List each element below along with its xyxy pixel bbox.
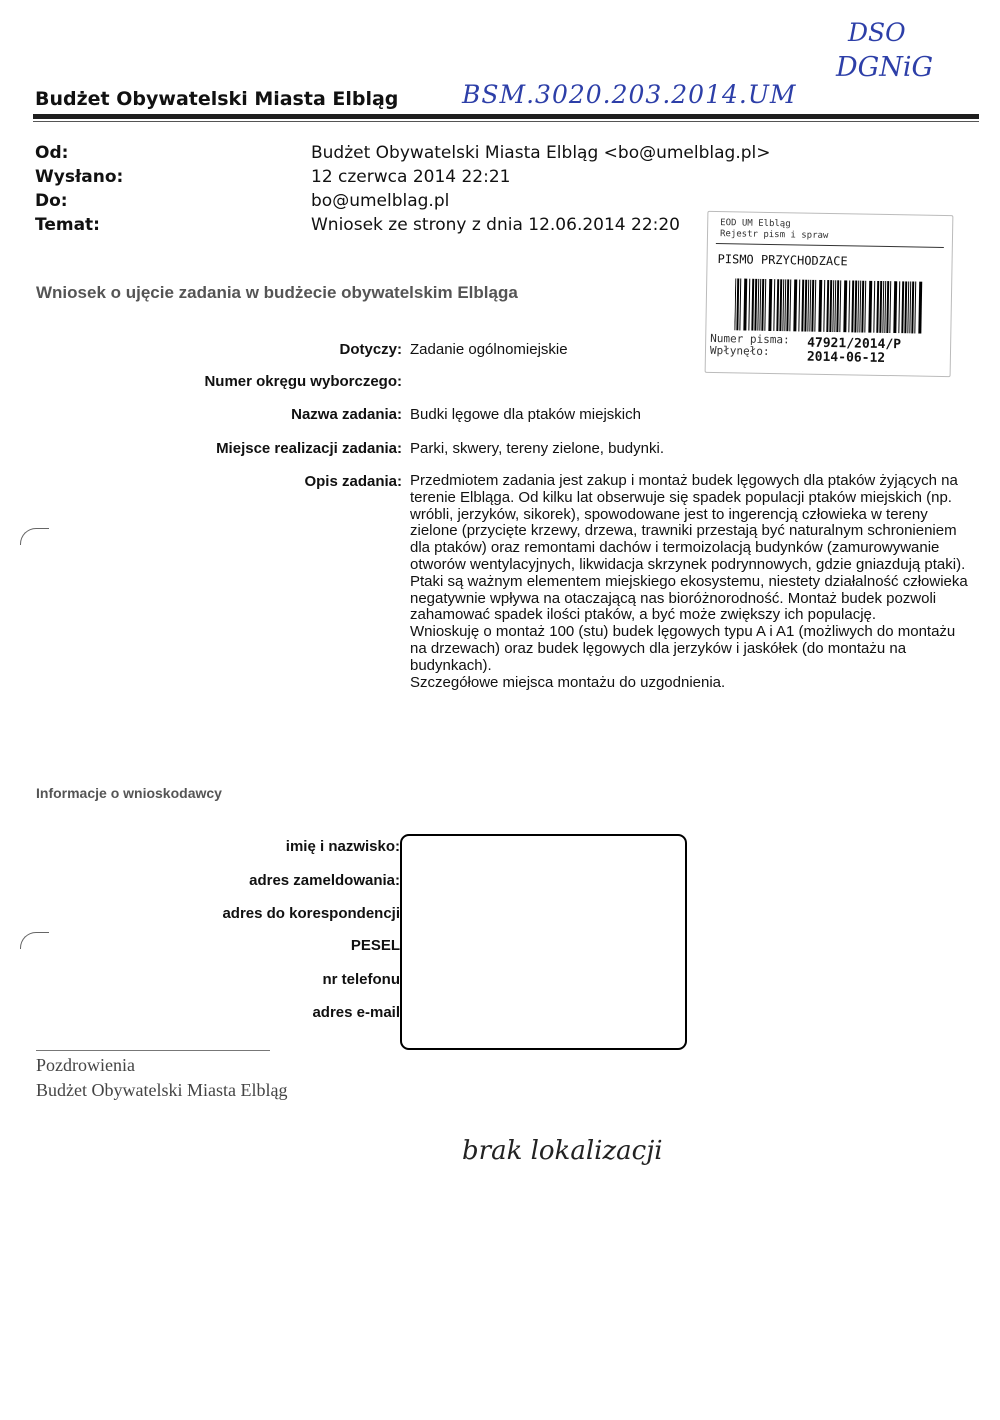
- from-value: Budżet Obywatelski Miasta Elbląg <bo@umelblag.pl>: [311, 143, 771, 163]
- description-paragraph: Szczegółowe miejsca montażu do uzgodnienia.: [410, 673, 726, 691]
- description-paragraph: Ptaki są ważnym elementem miejskiego ekosystemu, niestety działalność człowieka negatywnie wpływa na otaczającą nas bioróżnorodność. Montaż budek pozwoli zahamować spadek ilości ptaków, a być może zwiększy ich populację.: [410, 572, 968, 624]
- to-value: bo@umelblag.pl: [311, 191, 450, 211]
- header-divider: [33, 114, 979, 119]
- applicant-phone-label: nr telefonu: [322, 971, 400, 988]
- stamp-register: Rejestr pism i spraw: [719, 229, 829, 241]
- handwritten-corner-note: DGNiG: [836, 52, 934, 83]
- description-text: [410, 473, 970, 691]
- applicant-correspondence-label: adres do korespondencji: [222, 905, 400, 922]
- concerns-value: Zadanie ogólnomiejskie: [410, 341, 568, 358]
- description-paragraph: Przedmiotem zadania jest zakup i montaż budek lęgowych dla ptaków żyjących na terenie Elbląga. Od kilku lat obserwuje się spadek populacji ptaków miejskich (np. wróbli, jerzyków, sikorek), spowodowane jest to ingerencją człowieka w tereny zielone (przycięte krzewy, drzewa, trawniki przestają być naturalnym schronieniem dla ptaków) oraz remontami dachów i termoizolacją budynków (zamurowywanie otworów wentylacyjnych, likwidacja skrzynek podrynnowych, gdzie gniazdują ptaki).: [410, 472, 966, 573]
- task-name-label: Nazwa zadania:: [291, 406, 402, 423]
- district-label: Numer okręgu wyborczego:: [204, 373, 402, 390]
- stamp-received-label: Wpłynęło:: [709, 343, 770, 358]
- stamp-number-label: Numer pisma:: [710, 331, 790, 347]
- header-divider: [33, 121, 979, 122]
- applicant-address-label: adres zameldowania:: [249, 872, 400, 889]
- applicant-email-label: adres e-mail: [312, 1004, 400, 1021]
- closing-sender: Budżet Obywatelski Miasta Elbląg: [36, 1080, 288, 1100]
- subject-label: Temat:: [35, 215, 100, 235]
- punch-hole-mark: [20, 932, 49, 949]
- stamp-divider: [716, 243, 944, 248]
- sent-label: Wysłano:: [35, 167, 124, 187]
- concerns-label: Dotyczy:: [339, 341, 402, 358]
- barcode-icon: [734, 278, 925, 333]
- form-title: Wniosek o ujęcie zadania w budżecie obywatelskim Elbląga: [36, 283, 518, 302]
- stamp-number-value: 47921/2014/P: [807, 335, 902, 353]
- handwritten-corner-note: DSO: [848, 18, 906, 47]
- stamp-type: PISMO PRZYCHODZACE: [717, 252, 848, 269]
- description-label: Opis zadania:: [304, 473, 402, 490]
- from-label: Od:: [35, 143, 69, 163]
- subject-value: Wniosek ze strony z dnia 12.06.2014 22:20: [311, 215, 681, 235]
- location-value: Parki, skwery, tereny zielone, budynki.: [410, 440, 664, 457]
- stamp-office: EOD UM Elbląg: [720, 218, 791, 230]
- handwritten-reference-number: BSM.3020.203.2014.UM: [462, 80, 797, 109]
- document-title: Budżet Obywatelski Miasta Elbląg: [35, 88, 399, 110]
- applicant-section-title: Informacje o wnioskodawcy: [36, 785, 222, 801]
- description-paragraph: Wnioskuję o montaż 100 (stu) budek lęgowych typu A i A1 (możliwych do montażu na drzewach) oraz budek lęgowych dla jerzyków i jaskółek (do montażu na budynkach).: [410, 623, 956, 674]
- applicant-name-label: imię i nazwisko:: [285, 838, 400, 855]
- redaction-box: [400, 834, 687, 1050]
- registry-stamp: [705, 211, 954, 377]
- closing-greeting: Pozdrowienia: [36, 1055, 135, 1075]
- location-label: Miejsce realizacji zadania:: [216, 440, 402, 457]
- signature-divider: [36, 1050, 270, 1051]
- task-name-value: Budki lęgowe dla ptaków miejskich: [410, 406, 641, 423]
- applicant-pesel-label: PESEL: [350, 937, 400, 954]
- sent-value: 12 czerwca 2014 22:21: [311, 167, 511, 187]
- punch-hole-mark: [20, 528, 49, 545]
- to-label: Do:: [35, 191, 68, 211]
- stamp-received-value: 2014-06-12: [806, 349, 886, 366]
- handwritten-note: brak lokalizacji: [462, 1136, 663, 1166]
